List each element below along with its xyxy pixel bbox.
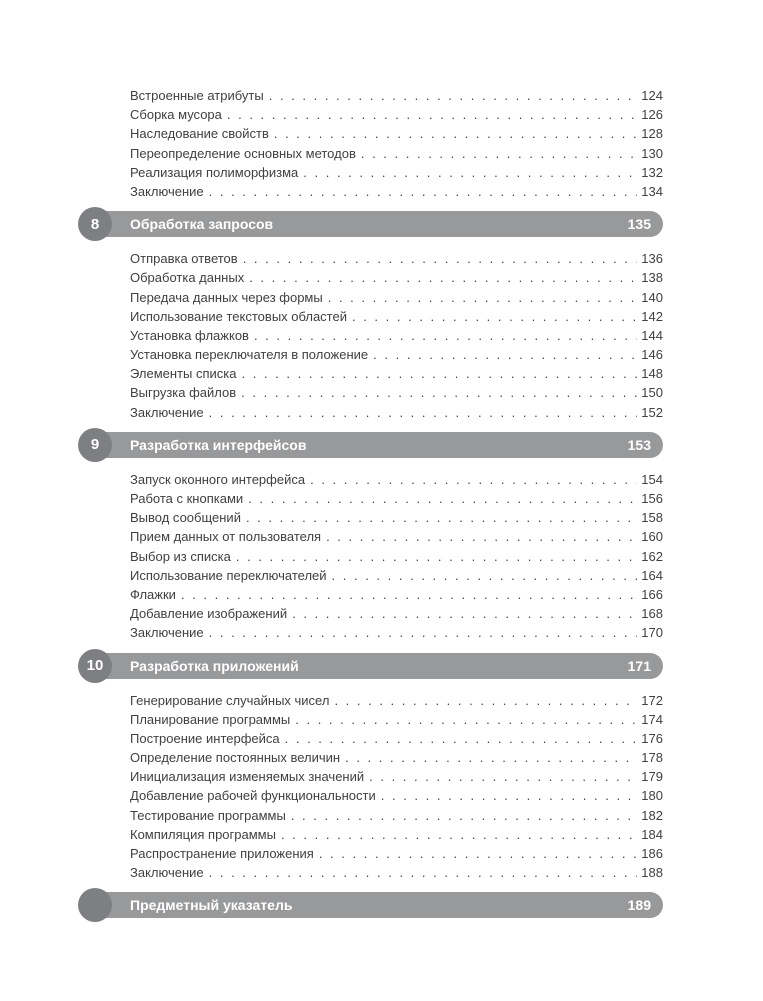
toc-entry-title: Установка флажков xyxy=(130,327,249,343)
dot-leader xyxy=(243,249,638,268)
toc-entry-title: Генерирование случайных чисел xyxy=(130,692,330,708)
toc-entry-page-number: 146 xyxy=(641,347,663,363)
toc-entry xyxy=(78,604,663,623)
chapter-title: Обработка запросов xyxy=(130,216,274,233)
toc-entry xyxy=(78,710,663,729)
toc-entry-title: Планирование программы xyxy=(130,711,291,727)
toc-entry-title: Построение интерфейса xyxy=(130,730,280,746)
toc-entry-title: Наследование свойств xyxy=(130,126,269,142)
toc-entry-page-number: 162 xyxy=(641,548,663,564)
toc-entry-title: Сборка мусора xyxy=(130,107,222,123)
dot-leader xyxy=(236,547,637,566)
chapter-number-badge: 10 xyxy=(78,649,112,683)
toc-entry xyxy=(78,691,663,710)
toc-entry-title: Элементы списка xyxy=(130,366,237,382)
section-entry-list xyxy=(78,691,663,883)
chapter-header-bar xyxy=(78,432,663,458)
toc-entry-title: Работа с кнопками xyxy=(130,491,244,506)
toc-entry-page-number: 134 xyxy=(641,183,663,199)
toc-content xyxy=(78,86,663,918)
dot-leader xyxy=(241,383,637,402)
toc-entry-page-number: 174 xyxy=(641,711,663,727)
chapter-page-number: 153 xyxy=(627,436,651,453)
toc-entry xyxy=(78,307,663,326)
chapter-header-bar xyxy=(78,211,663,237)
toc-entry-title: Флажки xyxy=(130,586,176,602)
toc-entry-page-number: 179 xyxy=(641,769,663,785)
toc-entry xyxy=(78,585,663,604)
dot-leader xyxy=(303,163,637,182)
toc-entry-page-number: 132 xyxy=(641,164,663,180)
toc-entry-title: Встроенные атрибуты xyxy=(130,88,264,103)
toc-entry-title: Отправка ответов xyxy=(130,251,238,267)
toc-entry-title: Использование переключателей xyxy=(130,567,327,583)
toc-entry xyxy=(78,508,663,527)
chapter-title: Предметный указатель xyxy=(130,897,293,914)
chapter-page-number: 135 xyxy=(627,216,651,233)
dot-leader xyxy=(295,710,637,729)
toc-entry-title: Добавление рабочей функциональности xyxy=(130,788,376,804)
toc-entry-page-number: 144 xyxy=(641,327,663,343)
toc-entry-title: Распространение приложения xyxy=(130,846,314,861)
toc-entry-page-number: 180 xyxy=(641,788,663,804)
toc-entry-page-number: 168 xyxy=(641,606,663,622)
toc-entry-page-number: 148 xyxy=(641,366,663,382)
toc-entry-page-number: 164 xyxy=(641,567,663,583)
dot-leader xyxy=(254,326,637,345)
toc-entry-page-number: 160 xyxy=(641,529,663,545)
toc-entry-page-number: 142 xyxy=(641,308,663,324)
toc-entry-page-number: 172 xyxy=(641,692,663,708)
toc-entry-title: Реализация полиморфизма xyxy=(130,164,299,180)
toc-entry-title: Тестирование программы xyxy=(130,807,286,823)
chapter-title: Разработка интерфейсов xyxy=(130,436,307,453)
dot-leader xyxy=(209,623,638,642)
toc-entry-title: Прием данных от пользователя xyxy=(130,529,322,545)
dot-leader xyxy=(345,748,637,767)
toc-entry xyxy=(78,623,663,642)
toc-entry-title: Переопределение основных методов xyxy=(130,145,356,161)
chapter-page-number: 171 xyxy=(627,657,651,674)
dot-leader xyxy=(373,345,637,364)
toc-entry-title: Передача данных через формы xyxy=(130,289,323,305)
toc-entry-page-number: 176 xyxy=(641,730,663,746)
dot-leader xyxy=(242,364,638,383)
toc-entry-page-number: 128 xyxy=(641,126,663,142)
toc-entry xyxy=(78,403,663,422)
dot-leader xyxy=(209,863,638,882)
toc-entry xyxy=(78,489,663,508)
toc-entry-title: Определение постоянных величин xyxy=(130,750,341,766)
dot-leader xyxy=(269,86,638,105)
toc-entry xyxy=(78,470,663,489)
toc-entry xyxy=(78,163,663,182)
toc-entry-page-number: 124 xyxy=(641,88,663,103)
toc-entry xyxy=(78,547,663,566)
toc-entry xyxy=(78,729,663,748)
toc-entry-page-number: 136 xyxy=(641,251,663,267)
toc-entry-page-number: 152 xyxy=(641,404,663,420)
toc-entry-page-number: 138 xyxy=(641,270,663,286)
chapter-header-bar xyxy=(78,653,663,679)
dot-leader xyxy=(332,566,638,585)
dot-leader xyxy=(291,806,637,825)
dot-leader xyxy=(361,144,637,163)
toc-entry-page-number: 182 xyxy=(641,807,663,823)
toc-entry-title: Установка переключателя в положение xyxy=(130,347,369,363)
toc-entry xyxy=(78,806,663,825)
toc-entry xyxy=(78,863,663,882)
toc-entry-title: Компиляция программы xyxy=(130,826,276,842)
toc-entry xyxy=(78,786,663,805)
dot-leader xyxy=(246,508,637,527)
toc-entry-page-number: 158 xyxy=(641,510,663,526)
section-entry-list xyxy=(78,470,663,643)
dot-leader xyxy=(181,585,637,604)
toc-entry-title: Заключение xyxy=(130,183,204,199)
toc-entry-page-number: 156 xyxy=(641,491,663,506)
toc-entry-title: Вывод сообщений xyxy=(130,510,241,526)
toc-entry-title: Заключение xyxy=(130,625,204,641)
toc-entry xyxy=(78,767,663,786)
toc-entry-page-number: 154 xyxy=(641,471,663,487)
toc-entry xyxy=(78,326,663,345)
toc-entry xyxy=(78,844,663,863)
toc-entry-title: Заключение xyxy=(130,404,204,420)
toc-entry-page-number: 150 xyxy=(641,385,663,401)
toc-entry-page-number: 130 xyxy=(641,145,663,161)
section-entry-list xyxy=(78,86,663,201)
toc-entry-page-number: 170 xyxy=(641,625,663,641)
toc-entry xyxy=(78,86,663,105)
toc-entry-title: Инициализация изменяемых значений xyxy=(130,769,365,785)
dot-leader xyxy=(274,124,637,143)
section-entry-list xyxy=(78,249,663,422)
toc-entry-title: Обработка данных xyxy=(130,270,245,286)
toc-entry xyxy=(78,364,663,383)
chapter-number-badge: 9 xyxy=(78,428,112,462)
dot-leader xyxy=(281,825,637,844)
toc-entry xyxy=(78,825,663,844)
toc-entry-page-number: 140 xyxy=(641,289,663,305)
chapter-page-number: 189 xyxy=(627,897,651,914)
toc-entry-page-number: 184 xyxy=(641,826,663,842)
toc-entry-page-number: 166 xyxy=(641,586,663,602)
chapter-number-badge: 8 xyxy=(78,207,112,241)
dot-leader xyxy=(292,604,637,623)
toc-entry-page-number: 126 xyxy=(641,107,663,123)
dot-leader xyxy=(381,786,638,805)
chapter-title: Разработка приложений xyxy=(130,657,299,674)
toc-entry xyxy=(78,566,663,585)
toc-entry xyxy=(78,527,663,546)
toc-entry-title: Добавление изображений xyxy=(130,606,288,622)
toc-entry xyxy=(78,268,663,287)
toc-entry xyxy=(78,288,663,307)
toc-entry xyxy=(78,383,663,402)
toc-entry xyxy=(78,249,663,268)
dot-leader xyxy=(227,105,637,124)
index-header-bar xyxy=(78,892,663,918)
dot-leader xyxy=(334,691,637,710)
toc-entry-page-number: 178 xyxy=(641,750,663,766)
dot-leader xyxy=(285,729,638,748)
toc-entry xyxy=(78,748,663,767)
dot-leader xyxy=(310,470,637,489)
toc-entry-page-number: 186 xyxy=(641,846,663,861)
toc-entry-title: Заключение xyxy=(130,865,204,881)
toc-entry xyxy=(78,345,663,364)
toc-entry-title: Запуск оконного интерфейса xyxy=(130,471,306,487)
dot-leader xyxy=(326,527,637,546)
toc-entry-title: Использование текстовых областей xyxy=(130,308,347,324)
toc-entry xyxy=(78,124,663,143)
dot-leader xyxy=(328,288,638,307)
dot-leader xyxy=(248,489,637,508)
toc-entry-title: Выгрузка файлов xyxy=(130,385,237,401)
dot-leader xyxy=(319,844,637,863)
dot-leader xyxy=(352,307,637,326)
dot-leader xyxy=(209,403,638,422)
toc-entry xyxy=(78,182,663,201)
dot-leader xyxy=(369,767,637,786)
dot-leader xyxy=(209,182,638,201)
toc-entry xyxy=(78,105,663,124)
toc-entry-page-number: 188 xyxy=(641,865,663,881)
toc-entry xyxy=(78,144,663,163)
toc-entry-title: Выбор из списка xyxy=(130,548,231,564)
dot-leader xyxy=(249,268,637,287)
